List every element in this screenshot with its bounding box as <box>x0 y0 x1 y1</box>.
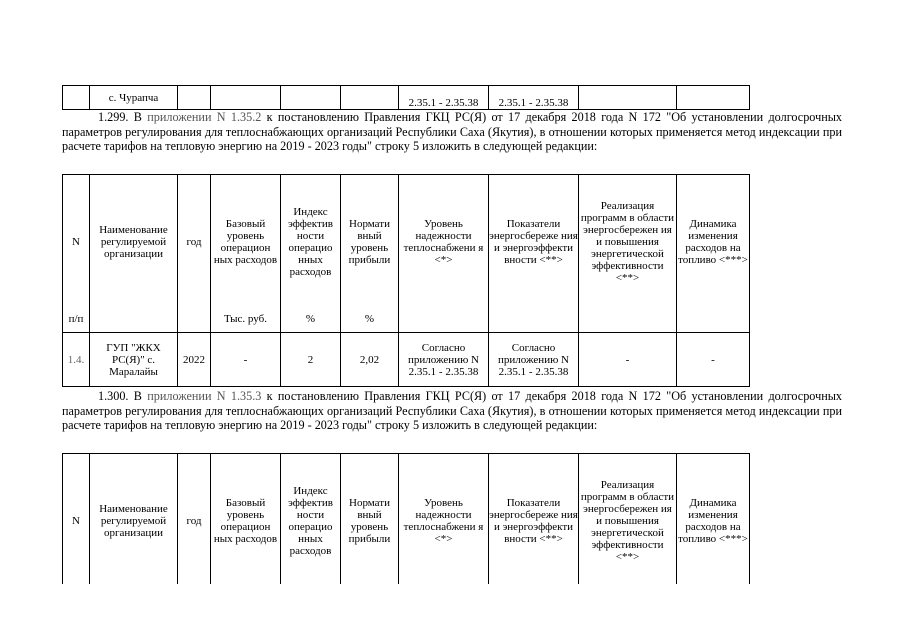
header-profit <box>341 454 399 585</box>
table-row <box>63 86 750 110</box>
header-energy-text: Показатели энергосбереже ния и энергоэффекти вности <**> <box>489 217 578 266</box>
cell-profit <box>341 86 399 110</box>
header-energy-text: Показатели энергосбереже ния и энергоэффекти вности <**> <box>489 496 578 545</box>
header-index-text: Индекс эффектив ности операцио нных расходов <box>288 484 333 557</box>
header-dynamics <box>677 454 750 585</box>
header-dynamics-text: Динамика изменения расходов на топливо <***> <box>678 217 748 266</box>
header-year-text: год <box>186 235 202 248</box>
table-row <box>63 333 750 387</box>
header-n-text: N <box>72 235 80 248</box>
unit-base: Тыс. руб. <box>223 312 267 325</box>
cell-base: - <box>211 333 281 387</box>
cell-energy: 2.35.1 - 2.35.38 <box>489 86 579 110</box>
header-base <box>211 454 281 585</box>
cell-programs <box>579 86 677 110</box>
header-name-text: Наименование регулируемой организации <box>99 223 168 260</box>
cell-index: 2 <box>281 333 341 387</box>
header-n-text: N <box>72 514 80 527</box>
header-energy <box>489 175 579 333</box>
header-programs-text: Реализация программ в области энергосбережен ия и повышения энергетической эффективности <**> <box>580 199 675 284</box>
paragraph-prefix: В <box>133 389 142 403</box>
header-programs <box>579 175 677 333</box>
previous-table-fragment <box>62 85 750 110</box>
cell-reliability: Согласно приложению N 2.35.1 - 2.35.38 <box>399 333 489 387</box>
paragraph-text: к постановлению Правления ГКЦ РС(Я) от 17 декабря 2018 года N 172 "Об установлении долгосрочных параметров регулирования для теплоснабжающих организаций Республики Саха (Якутия), в отношении которых применяется метод индексации при расчете тарифов на тепловую энергию на 2019 - 2023 годы" строку 5 изложить в следующей редакции: <box>62 389 842 432</box>
header-profit-text: Нормати вный уровень прибыли <box>348 217 391 266</box>
parameters-table-1 <box>62 174 750 387</box>
parameters-table-2-wrapper <box>62 453 752 584</box>
cell-name: с. Чурапча <box>90 86 178 110</box>
header-reliability <box>399 175 489 333</box>
header-year <box>178 454 211 585</box>
header-programs <box>579 454 677 585</box>
paragraph-number: 1.300. <box>98 389 129 403</box>
cell-n: 1.4. <box>63 333 90 387</box>
header-row <box>63 454 750 585</box>
cell-name: ГУП "ЖКХ РС(Я)" с. Маралайы <box>90 333 178 387</box>
appendix-link[interactable]: приложении N 1.35.2 <box>147 110 262 124</box>
header-reliability-text: Уровень надежности теплоснабжени я <*> <box>403 217 484 266</box>
header-base-text: Базовый уровень операцион ных расходов <box>213 217 278 266</box>
cell-dynamics <box>677 86 750 110</box>
header-reliability <box>399 454 489 585</box>
header-n <box>63 175 90 333</box>
cell-energy: Согласно приложению N 2.35.1 - 2.35.38 <box>489 333 579 387</box>
cell-n <box>63 86 90 110</box>
header-reliability-text: Уровень надежности теплоснабжени я <*> <box>403 496 484 545</box>
header-programs-text: Реализация программ в области энергосбережен ия и повышения энергетической эффективности <**> <box>580 478 675 563</box>
cell-index <box>281 86 341 110</box>
header-base-text: Базовый уровень операцион ных расходов <box>213 496 278 545</box>
cell-base <box>211 86 281 110</box>
parameters-table-2 <box>62 453 750 584</box>
header-row <box>63 175 750 333</box>
header-index <box>281 454 341 585</box>
cell-profit: 2,02 <box>341 333 399 387</box>
header-dynamics <box>677 175 750 333</box>
paragraph-prefix: В <box>133 110 142 124</box>
unit-n: п/п <box>68 312 84 325</box>
header-year-text: год <box>186 514 202 527</box>
header-index <box>281 175 341 333</box>
appendix-link[interactable]: приложении N 1.35.3 <box>147 389 262 403</box>
header-index-text: Индекс эффектив ности операцио нных расходов <box>288 205 333 278</box>
paragraph-text: к постановлению Правления ГКЦ РС(Я) от 17 декабря 2018 года N 172 "Об установлении долгосрочных параметров регулирования для теплоснабжающих организаций Республики Саха (Якутия), в отношении которых применяется метод индексации при расчете тарифов на тепловую энергию на 2019 - 2023 годы" строку 5 изложить в следующей редакции: <box>62 110 842 153</box>
header-name <box>90 454 178 585</box>
paragraph-1-299 <box>62 110 842 154</box>
unit-profit: % <box>364 312 375 325</box>
cell-reliability: 2.35.1 - 2.35.38 <box>399 86 489 110</box>
cell-dynamics: - <box>677 333 750 387</box>
header-profit <box>341 175 399 333</box>
header-year <box>178 175 211 333</box>
header-dynamics-text: Динамика изменения расходов на топливо <***> <box>678 496 748 545</box>
cell-year: 2022 <box>178 333 211 387</box>
paragraph-number: 1.299. <box>98 110 129 124</box>
header-name <box>90 175 178 333</box>
paragraph-1-300 <box>62 389 842 433</box>
header-name-text: Наименование регулируемой организации <box>99 502 168 539</box>
header-base <box>211 175 281 333</box>
cell-year <box>178 86 211 110</box>
header-profit-text: Нормати вный уровень прибыли <box>348 496 391 545</box>
header-energy <box>489 454 579 585</box>
header-n <box>63 454 90 585</box>
unit-index: % <box>305 312 316 325</box>
cell-programs: - <box>579 333 677 387</box>
